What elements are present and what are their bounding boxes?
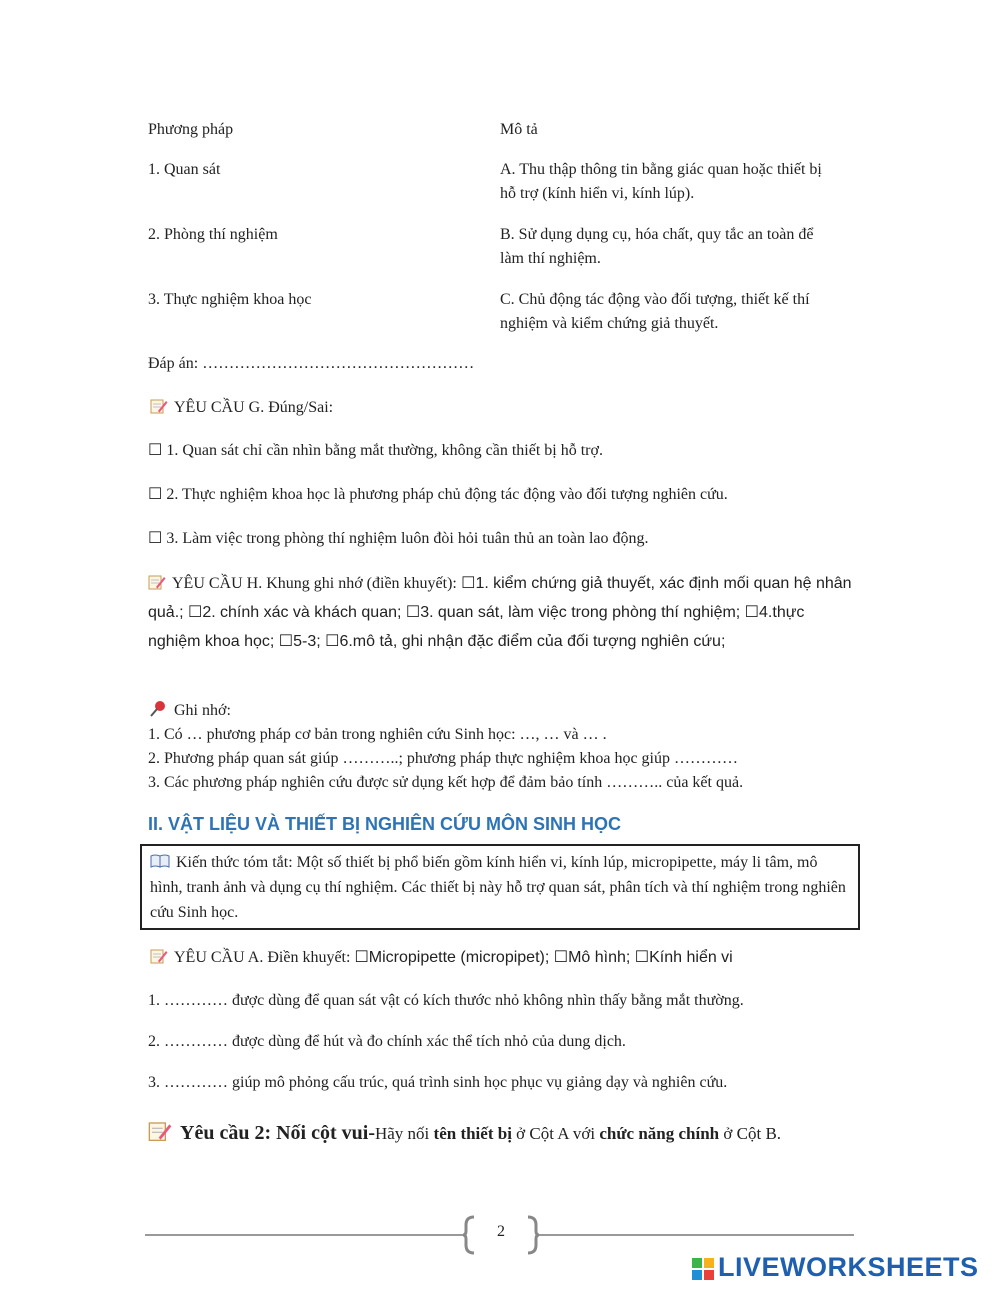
fill-blank-item[interactable]: 3. ………… giúp mô phỏng cấu trúc, quá trình sinh học phục vụ giảng dạy và nghiên cứu. [148,1074,728,1091]
task-h-sep: ☐4. [740,604,773,621]
memo-title-text: Ghi nhớ: [174,702,231,719]
page-number: 2 [497,1223,505,1240]
liveworksheets-logo-icon [692,1258,714,1280]
liveworksheets-brand[interactable]: LIVEWORKSHEETS [718,1252,979,1282]
fill-blank-item[interactable]: 1. ………… được dùng để quan sát vật có kích thước nhỏ không nhìn thấy bằng mắt thường. [148,992,744,1009]
task-2-block [148,1120,858,1146]
table-row-method: 2. Phòng thí nghiệm [148,226,278,243]
memo-line[interactable]: 3. Các phương pháp nghiên cứu được sử dụng kết hợp để đảm bảo tính ……….. của kết quả. [148,774,744,791]
memo-icon [148,1120,172,1142]
task-a-option[interactable]: Micropipette (micropipet) [368,949,545,966]
table-row-method: 1. Quan sát [148,161,221,178]
task-2-bold: chức năng chính [599,1124,720,1143]
pushpin-icon [148,700,168,718]
task-h-sep: ☐1. [461,575,489,592]
task-h-block [148,569,858,656]
task-h-sep: .; ☐2. [174,604,216,621]
task-h-rest: ; ☐5-3; ☐6.mô tả, ghi nhận đặc điểm của đối tượng nghiên cứu; [269,633,726,650]
task-a-sep: ☐ [354,949,369,966]
memo-icon [150,948,168,964]
task-a-sep: ; ☐Mô hình; ☐ [544,949,650,966]
summary-text [150,850,850,925]
memo-line[interactable]: 1. Có … phương pháp cơ bản trong nghiên cứu Sinh học: …, … và … . [148,726,607,743]
memo-icon [148,574,166,590]
task-h-option[interactable]: kiểm chứng giả thuyết, xác định mối quan hệ nhân quả [148,575,852,621]
section-heading: II. VẬT LIỆU VÀ THIẾT BỊ NGHIÊN CỨU MÔN SINH HỌC [148,814,621,834]
true-false-item[interactable]: ☐ 1. Quan sát chỉ cần nhìn bằng mắt thường, không cần thiết bị hỗ trợ. [148,442,603,459]
task-2-text: ở Cột A với [511,1124,600,1143]
table-header-desc: Mô tả [500,121,538,138]
task-h-option[interactable]: thực nghiệm khoa học [148,604,805,650]
table-header-method: Phương pháp [148,121,234,138]
table-row-desc: A. Thu thập thông tin bằng giác quan hoặc thiết bị hỗ trợ (kính hiển vi, kính lúp). [500,161,822,202]
memo-line[interactable]: 2. Phương pháp quan sát giúp ………..; phương pháp thực nghiệm khoa học giúp ………… [148,750,738,767]
summary-content: Kiến thức tóm tắt: Một số thiết bị phổ biến gồm kính hiển vi, kính lúp, micropipette, máy li tâm, mô hình, tranh ảnh và dụng cụ thí nghiệm. Các thiết bị này hỗ trợ quan sát, phân tích và thí nghiệm trong nghiên cứu Sinh học. [150,854,846,921]
task-a-option[interactable]: Kính hiển vi [649,949,733,966]
task-h-option[interactable]: chính xác và khách quan [219,604,397,621]
true-false-item[interactable]: ☐ 2. Thực nghiệm khoa học là phương pháp chủ động tác động vào đối tượng nghiên cứu. [148,486,728,503]
book-icon [150,854,170,868]
memo-icon [150,398,168,414]
task-g-title-text: YÊU CẦU G. Đúng/Sai: [174,399,334,416]
summary-box [140,844,860,930]
task-h-option[interactable]: quan sát, làm việc trong phòng thí nghiệm; [437,604,741,621]
true-false-item[interactable]: ☐ 3. Làm việc trong phòng thí nghiệm luôn đòi hỏi tuân thủ an toàn lao động. [148,530,649,547]
task-2-text: ở Cột B. [719,1124,782,1143]
task-2-bold: tên thiết bị [433,1124,512,1143]
memo-title [148,699,231,723]
table-row-desc: B. Sử dụng dụng cụ, hóa chất, quy tắc an toàn để làm thí nghiệm. [500,226,814,267]
task-a-title [150,946,733,970]
task-2-text: Hãy nối [374,1124,434,1143]
answer-blank[interactable]: Đáp án: …………………………………………… [148,355,475,372]
task-h-sep: ; ☐3. [397,604,434,621]
task-2-title: Yêu cầu 2: Nối cột vui- [180,1122,375,1144]
fill-blank-item[interactable]: 2. ………… được dùng để hút và đo chính xác thể tích nhỏ của dung dịch. [148,1033,626,1050]
task-g-title [150,396,333,420]
table-row-desc: C. Chủ động tác động vào đối tượng, thiết kế thí nghiệm và kiểm chứng giả thuyết. [500,291,810,332]
task-h-title: YÊU CẦU H. Khung ghi nhớ (điền khuyết): [172,575,457,592]
footer-rule-left [145,1234,463,1236]
table-row-method: 3. Thực nghiệm khoa học [148,291,312,308]
footer-rule-right [536,1234,854,1236]
task-a-title-text: YÊU CẦU A. Điền khuyết: [174,949,351,966]
